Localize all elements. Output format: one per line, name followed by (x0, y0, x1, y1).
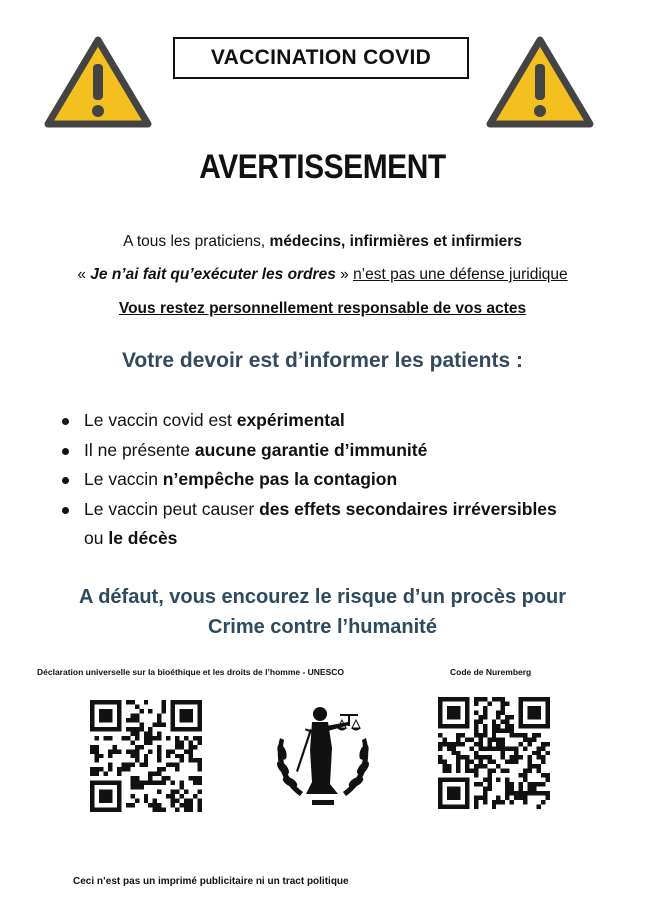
intro-line-3 (0, 300, 645, 318)
list-item: Le vaccin covid est expérimental (62, 406, 622, 436)
list-item: Il ne présente aucune garantie d’immunité (62, 436, 622, 466)
qr-code-unesco[interactable] (90, 700, 202, 812)
qr-right-caption: Code de Nuremberg (450, 667, 532, 677)
list-item: Le vaccin peut causer des effets secondaires irréversibles ou le décès (62, 495, 622, 554)
intro-line-2 (0, 266, 645, 284)
bullet-list (62, 406, 622, 554)
intro-bold: médecins, infirmières et infirmiers (269, 233, 522, 250)
risk-line-1: A défaut, vous encourez le risque d’un procès pour (78, 586, 567, 608)
intro-italic-quote: Je n’ai fait qu’exécuter les ordres (90, 266, 336, 283)
risk-line-2: Crime contre l’humanité (208, 616, 437, 638)
intro-plain: A tous les praticiens, (123, 233, 270, 250)
list-item: Le vaccin n’empêche pas la contagion (62, 465, 622, 495)
headline: AVERTISSEMENT (199, 148, 446, 186)
qr-left-caption: Déclaration universelle sur la bioéthique et les droits de l’homme - UNESCO (37, 667, 345, 677)
responsibility-line: Vous restez personnellement responsable de vos actes (118, 300, 527, 317)
quote-close: » (335, 266, 354, 283)
warning-icon (484, 34, 596, 132)
footer-disclaimer: Ceci n’est pas un imprimé publicitaire ni un tract politique (73, 876, 349, 887)
intro-underlined: n’est pas une défense juridique (353, 266, 568, 283)
quote-open: « (77, 266, 91, 283)
intro-line-1 (0, 233, 645, 251)
risk-statement (0, 582, 645, 642)
qr-code-nuremberg[interactable] (438, 697, 550, 809)
page-title: VACCINATION COVID (173, 37, 469, 79)
lady-justice-emblem (268, 700, 378, 810)
warning-icon (42, 34, 154, 132)
duty-heading: Votre devoir est d’informer les patients : (121, 349, 524, 372)
